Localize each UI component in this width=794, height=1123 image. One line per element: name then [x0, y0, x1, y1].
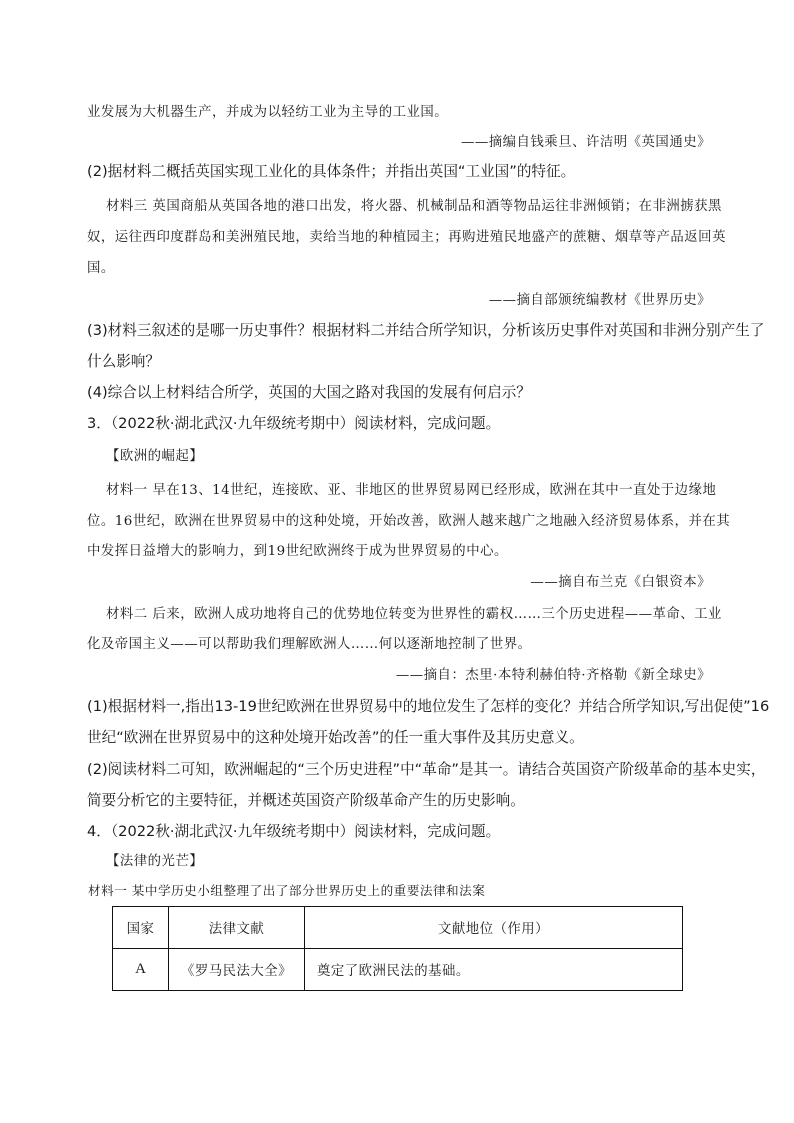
section-title: 【欧洲的崛起】 [106, 449, 204, 464]
question-3-1-line-2: 世纪“欧洲在世界贸易中的这种处境开始改善”的任一重大事件及其历史意义。 [87, 729, 584, 746]
question-3-2-line-1: (2)阅读材料二可知，欧洲崛起的“三个历史进程”中“革命”是其一。请结合英国资产阶级革命的基本史实， [87, 761, 766, 778]
source-citation: ——摘编自钱乘旦、许洁明《英国通史》 [460, 135, 711, 150]
cell-country: A [113, 949, 169, 991]
material-1-line-2: 位。16世纪，欧洲在世界贸易中的这种处境，开始改善，欧洲人越来越广之地融入经济贸易体系，并在其 [87, 514, 731, 529]
material-3-line-3: 国。 [87, 261, 115, 276]
material-text-line: 业发展为大机器生产，并成为以轻纺工业为主导的工业国。 [87, 105, 449, 120]
header-country: 国家 [113, 907, 169, 949]
source-citation: ——摘自：杰里·本特利赫伯特·齐格勒《新全球史》 [395, 668, 711, 683]
source-citation: ——摘自部颁统编教材《世界历史》 [488, 293, 711, 308]
material-4-intro: 材料一 某中学历史小组整理了出了部分世界历史上的重要法律和法案 [88, 883, 486, 898]
problem-3-heading: 3．（2022秋·湖北武汉·九年级统考期中）阅读材料，完成问题。 [87, 415, 501, 432]
cell-law-document: 《罗马民法大全》 [169, 949, 305, 991]
question-2-2: (2)据材料二概括英国实现工业化的具体条件；并指出英国“工业国”的特征。 [87, 163, 576, 180]
material-1-line-3: 中发挥日益增大的影响力，到19世纪欧洲终于成为世界贸易的中心。 [87, 544, 508, 559]
header-document-role: 文献地位（作用） [305, 907, 683, 949]
cell-document-role: 奠定了欧洲民法的基础。 [305, 949, 683, 991]
question-2-3-line-2: 什么影响？ [87, 353, 160, 370]
question-3-1-line-1: (1)根据材料一,指出13-19世纪欧洲在世界贸易中的地位发生了怎样的变化？并结合所学知识,写出促使”16 [87, 698, 770, 715]
material-3-line-2: 奴，运往西印度群岛和美洲殖民地，卖给当地的种植园主；再购进殖民地盛产的蔗糖、烟草等产品返回英 [87, 230, 726, 245]
question-2-4: (4)综合以上材料结合所学，英国的大国之路对我国的发展有何启示？ [87, 384, 531, 401]
table-row [113, 949, 683, 991]
material-1-line-1: 材料一 早在13、14世纪，连接欧、亚、非地区的世界贸易网已经形成，欧洲在其中一直处于边缘地 [106, 483, 717, 498]
material-2-line-1: 材料二 后来，欧洲人成功地将自己的优势地位转变为世界性的霸权……三个历史进程——革命、工业 [106, 607, 722, 622]
problem-4-heading: 4．（2022秋·湖北武汉·九年级统考期中）阅读材料，完成问题。 [87, 823, 501, 840]
source-citation: ——摘自布兰克《白银资本》 [530, 575, 711, 590]
section-title: 【法律的光芒】 [106, 854, 204, 869]
table-header-row [113, 907, 683, 949]
question-3-2-line-2: 简要分析它的主要特征，并概述英国资产阶级革命产生的历史影响。 [87, 792, 525, 809]
material-2-line-2: 化及帝国主义——可以帮助我们理解欧洲人……何以逐渐地控制了世界。 [87, 637, 532, 652]
material-3-line-1: 材料三 英国商船从英国各地的港口出发，将火器、机械制品和酒等物品运往非洲倾销；在非洲掳获黑 [106, 199, 722, 214]
law-table [112, 906, 683, 991]
header-law-document: 法律文献 [169, 907, 305, 949]
question-2-3-line-1: (3)材料三叙述的是哪一历史事件？根据材料二并结合所学知识，分析该历史事件对英国和非洲分别产生了 [87, 322, 765, 339]
